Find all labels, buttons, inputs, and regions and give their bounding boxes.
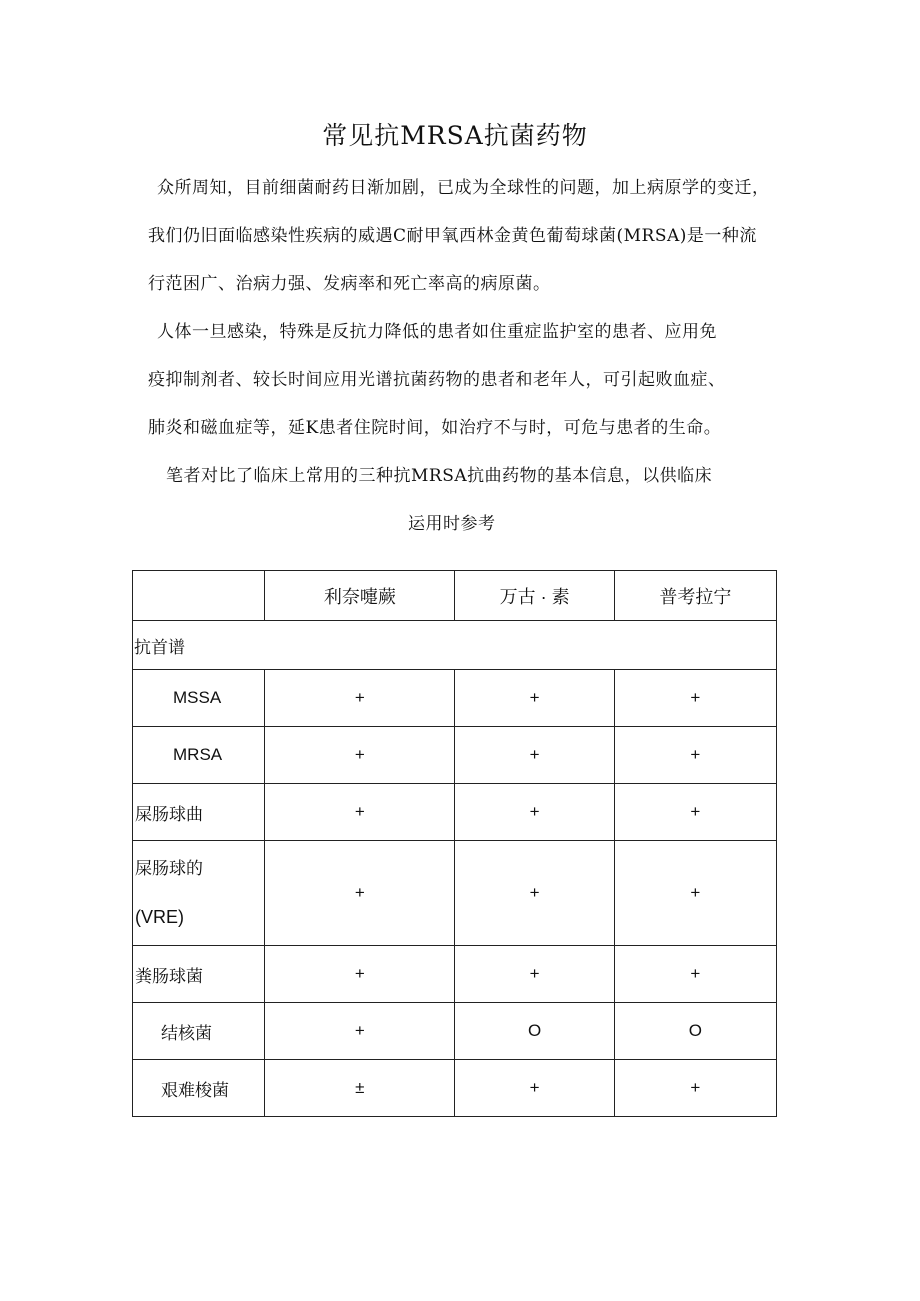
section-label: 抗首谱 [133, 621, 777, 670]
paragraph-1-line-3: 行范困广、治病力强、发病率和死亡率高的病原菌。 [148, 274, 551, 294]
table-header-row [133, 571, 777, 621]
organism-label: MSSA [133, 670, 265, 727]
table-row [133, 946, 777, 1003]
table-row [133, 841, 777, 946]
table-section-row [133, 621, 777, 670]
header-drug-linezolid: 利奈嚏蕨 [265, 571, 455, 621]
organism-label: 艰难梭菌 [133, 1060, 265, 1117]
organism-label-line-1: 屎肠球的 [135, 859, 203, 879]
organism-label: MRSA [133, 727, 265, 784]
value-cell: + [265, 784, 455, 841]
header-drug-vancomycin: 万古 · 素 [455, 571, 614, 621]
paragraph-3-line-1: 笔者对比了临床上常用的三种抗MRSA抗曲药物的基本信息，以供临床 [166, 466, 713, 486]
value-cell: + [265, 727, 455, 784]
value-cell: + [614, 727, 776, 784]
paragraph-2-line-2: 疫抑制剂者、较长时间应用光谱抗菌药物的患者和老年人，可引起败血症、 [148, 370, 726, 390]
paragraph-3-line-2: 运用时参考 [408, 514, 496, 534]
organism-label: 屎肠球曲 [133, 784, 265, 841]
table-row [133, 1060, 777, 1117]
value-cell: + [265, 946, 455, 1003]
value-cell: + [265, 841, 455, 946]
header-empty-cell [133, 571, 265, 621]
value-cell: + [614, 841, 776, 946]
table-row [133, 1003, 777, 1060]
paragraph-2-line-1: 人体一旦感染，特殊是反抗力降低的患者如住重症监护室的患者、应用免 [157, 322, 717, 342]
organism-label [133, 841, 265, 946]
value-cell: + [614, 946, 776, 1003]
organism-label: 结核菌 [133, 1003, 265, 1060]
value-cell: + [455, 1060, 614, 1117]
page-title: 常见抗MRSA抗菌药物 [322, 121, 588, 150]
value-cell: + [614, 670, 776, 727]
value-cell: + [614, 1060, 776, 1117]
value-cell: O [614, 1003, 776, 1060]
value-cell: + [455, 670, 614, 727]
table-row [133, 670, 777, 727]
value-cell: O [455, 1003, 614, 1060]
value-cell: ± [265, 1060, 455, 1117]
header-drug-teicoplanin: 普考拉宁 [614, 571, 776, 621]
paragraph-1-line-2: 我们仍旧面临感染性疾病的威遇C耐甲氧西林金黄色葡萄球菌(MRSA)是一种流 [148, 226, 757, 246]
paragraph-2-line-3: 肺炎和磁血症等，延K患者住院时间，如治疗不与时，可危与患者的生命。 [148, 418, 722, 438]
value-cell: + [265, 670, 455, 727]
table-row [133, 784, 777, 841]
value-cell: + [455, 946, 614, 1003]
organism-label-line-2: (VRE) [135, 907, 184, 927]
value-cell: + [455, 784, 614, 841]
value-cell: + [455, 727, 614, 784]
value-cell: + [265, 1003, 455, 1060]
value-cell: + [455, 841, 614, 946]
antibacterial-spectrum-table [132, 570, 777, 1117]
value-cell: + [614, 784, 776, 841]
organism-label: 粪肠球菌 [133, 946, 265, 1003]
table-row [133, 727, 777, 784]
paragraph-1-line-1: 众所周知，目前细菌耐药日渐加剧，已成为全球性的问题，加上病原学的变迁， [157, 178, 770, 198]
